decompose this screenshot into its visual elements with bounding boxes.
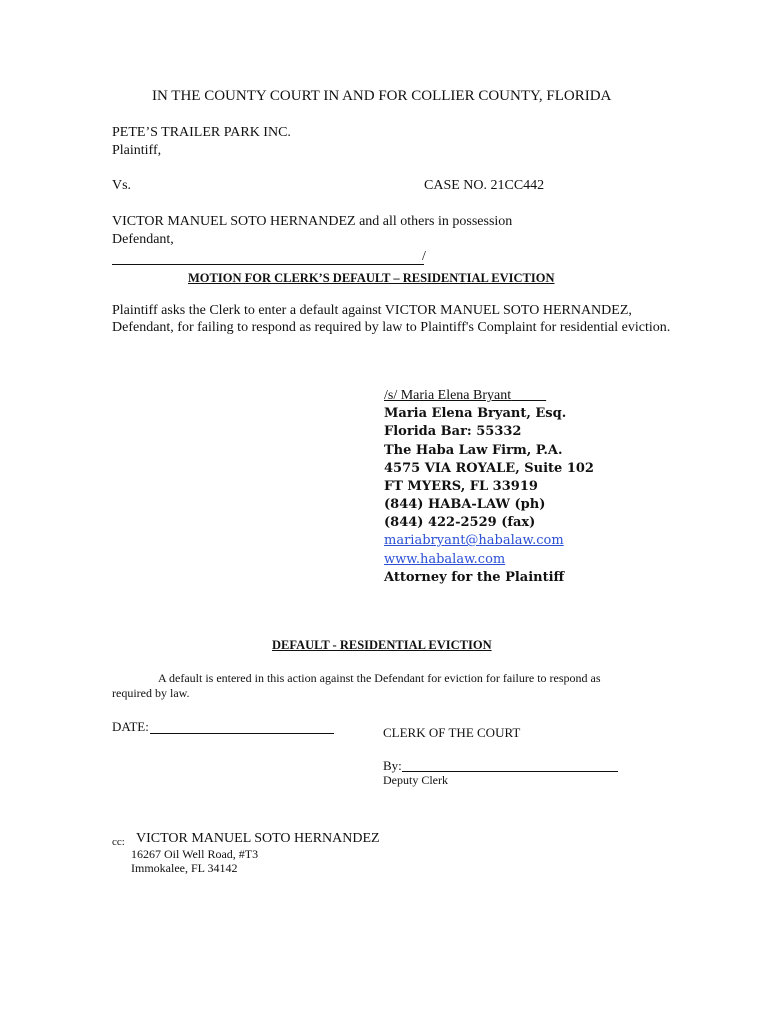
firm-website-link[interactable]: www.habalaw.com — [384, 552, 506, 567]
cc-label: cc: — [112, 836, 125, 848]
attorney-name: Maria Elena Bryant, Esq. — [384, 406, 567, 421]
deputy-clerk-label: Deputy Clerk — [383, 773, 448, 787]
clerk-signature-line — [402, 771, 618, 772]
date-signature-line — [150, 733, 334, 734]
default-title: DEFAULT - RESIDENTIAL EVICTION — [272, 638, 492, 652]
firm-phone: (844) HABA-LAW (ph) — [384, 497, 546, 512]
by-label: By: — [383, 758, 402, 773]
cc-address-line2: Immokalee, FL 34142 — [131, 861, 238, 875]
clerk-of-court-label: CLERK OF THE COURT — [383, 725, 521, 740]
signature-s-line: /s/ Maria Elena Bryant — [384, 388, 512, 403]
plaintiff-name: PETE’S TRAILER PARK INC. — [112, 125, 291, 140]
attorney-role: Attorney for the Plaintiff — [384, 570, 565, 585]
firm-address-line2: FT MYERS, FL 33919 — [384, 479, 538, 494]
caption-rule — [112, 264, 424, 265]
firm-address-line1: 4575 VIA ROYALE, Suite 102 — [384, 461, 594, 476]
defendant-role: Defendant, — [112, 232, 174, 247]
law-firm: The Haba Law Firm, P.A. — [384, 443, 563, 458]
attorney-email-link[interactable]: mariabryant@habalaw.com — [384, 533, 564, 548]
defendant-name: VICTOR MANUEL SOTO HERNANDEZ and all others in possession — [112, 214, 513, 229]
motion-title: MOTION FOR CLERK’S DEFAULT – RESIDENTIAL EVICTION — [188, 271, 555, 285]
versus-label: Vs. — [112, 178, 132, 193]
cc-name: VICTOR MANUEL SOTO HERNANDEZ — [136, 831, 380, 846]
firm-fax: (844) 422-2529 (fax) — [384, 515, 536, 530]
case-number: CASE NO. 21CC442 — [424, 178, 545, 193]
cc-address-line1: 16267 Oil Well Road, #T3 — [131, 847, 259, 861]
court-heading: IN THE COUNTY COURT IN AND FOR COLLIER COUNTY, FLORIDA — [152, 88, 612, 104]
caption-slash: / — [422, 249, 426, 264]
motion-body: Plaintiff asks the Clerk to enter a default against VICTOR MANUEL SOTO HERNANDEZ, Defendant, for failing to respond as required by law to Plaintiff's Complaint for residential eviction. — [112, 303, 671, 335]
default-body: A default is entered in this action against the Defendant for eviction for failure to respond as required by law. — [112, 671, 601, 700]
florida-bar: Florida Bar: 55332 — [384, 424, 522, 439]
plaintiff-role: Plaintiff, — [112, 143, 162, 158]
date-label: DATE: — [112, 719, 149, 734]
